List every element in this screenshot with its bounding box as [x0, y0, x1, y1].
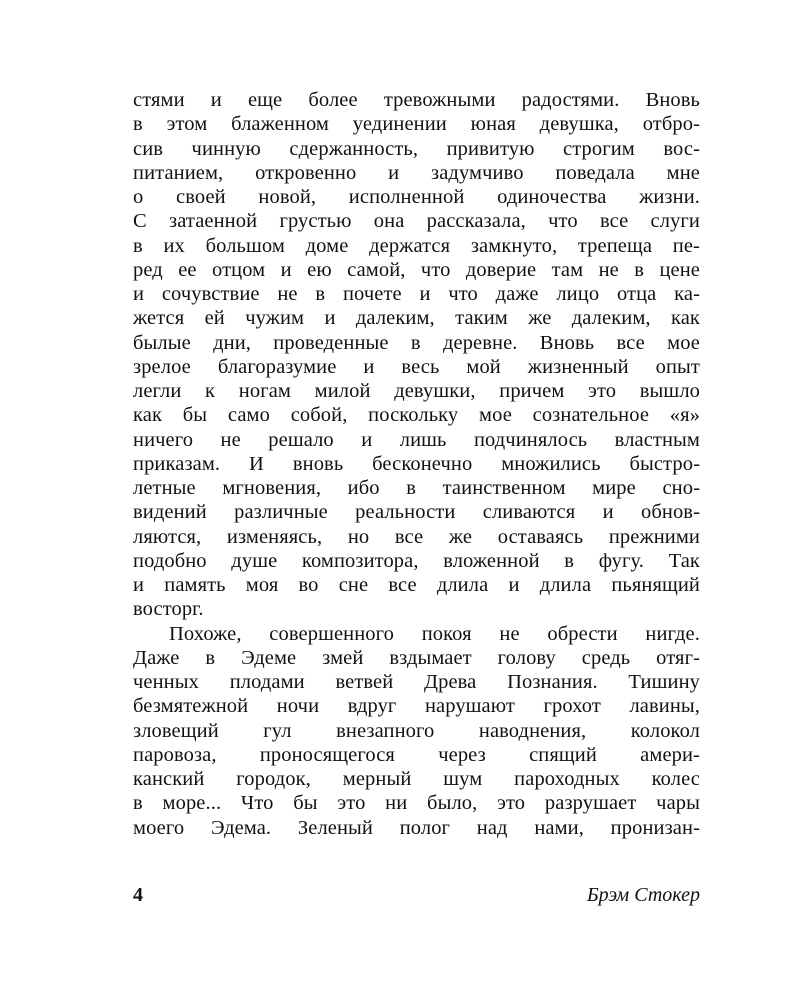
text-line: летные мгновения, ибо в таинственном мире сно- [133, 477, 700, 499]
text-line: восторг. [133, 598, 204, 621]
text-line: питанием, откровенно и задумчиво поведала мне [133, 161, 700, 184]
text-line: приказам. И вновь бесконечно множились быстро- [133, 452, 700, 475]
text-line: былые дни, проведенные в деревне. Вновь все мое [133, 331, 700, 354]
text-line: в этом блаженном уединении юная девушка, отбро- [133, 113, 700, 136]
text-line: видений различные реальности сливаются и обнов- [133, 501, 700, 524]
text-line: Похоже, совершенного покоя не обрести нигде. [169, 622, 700, 645]
running-author: Брэм Стокер [586, 884, 700, 906]
text-line: зловещий гул внезапного наводнения, колокол [133, 719, 700, 742]
body-text [133, 88, 700, 840]
paragraph-1 [133, 88, 700, 622]
text-line: и сочувствие не в почете и что даже лицо отца ка- [133, 283, 700, 305]
text-line: в море... Что бы это ни было, это разрушает чары [133, 792, 700, 815]
text-line: жется ей чужим и далеким, таким же далеким, как [133, 307, 700, 330]
paragraph-2 [133, 622, 700, 840]
text-line: безмятежной ночи вдруг нарушают грохот лавины, [133, 695, 700, 718]
text-line: о своей новой, исполненной одиночества жизни. [133, 186, 700, 208]
text-line: Даже в Эдеме змей вздымает голову средь отяг- [133, 646, 700, 669]
text-line: ничего не решало и лишь подчинялось властным [133, 428, 700, 451]
text-line: моего Эдема. Зеленый полог над нами, пронизан- [133, 816, 700, 839]
text-line: как бы само собой, поскольку мое сознательное «я» [133, 404, 700, 427]
page-number: 4 [133, 884, 143, 906]
text-line: и память моя во сне все длила и длила пьянящий [133, 574, 700, 596]
text-line: ченных плодами ветвей Древа Познания. Тишину [133, 671, 700, 693]
text-line: в их большом доме держатся замкнуто, трепеща пе- [133, 234, 700, 257]
text-line: зрелое благоразумие и весь мой жизненный опыт [133, 355, 700, 378]
text-line: паровоза, проносящегося через спящий амери- [133, 743, 700, 766]
text-line: подобно душе композитора, вложенной в фугу. Так [133, 549, 700, 572]
text-line: ред ее отцом и ею самой, что доверие там не в цене [133, 258, 700, 281]
text-line: С затаенной грустью она рассказала, что все слуги [133, 210, 700, 233]
text-line: ляются, изменяясь, но все же оставаясь прежними [133, 525, 700, 548]
text-line: канский городок, мерный шум пароходных колес [133, 768, 700, 790]
text-line: стями и еще более тревожными радостями. Вновь [133, 89, 700, 111]
text-line: легли к ногам милой девушки, причем это вышло [133, 380, 700, 402]
page-footer [133, 884, 700, 912]
text-line: сив чинную сдержанность, привитую строгим вос- [133, 137, 700, 160]
